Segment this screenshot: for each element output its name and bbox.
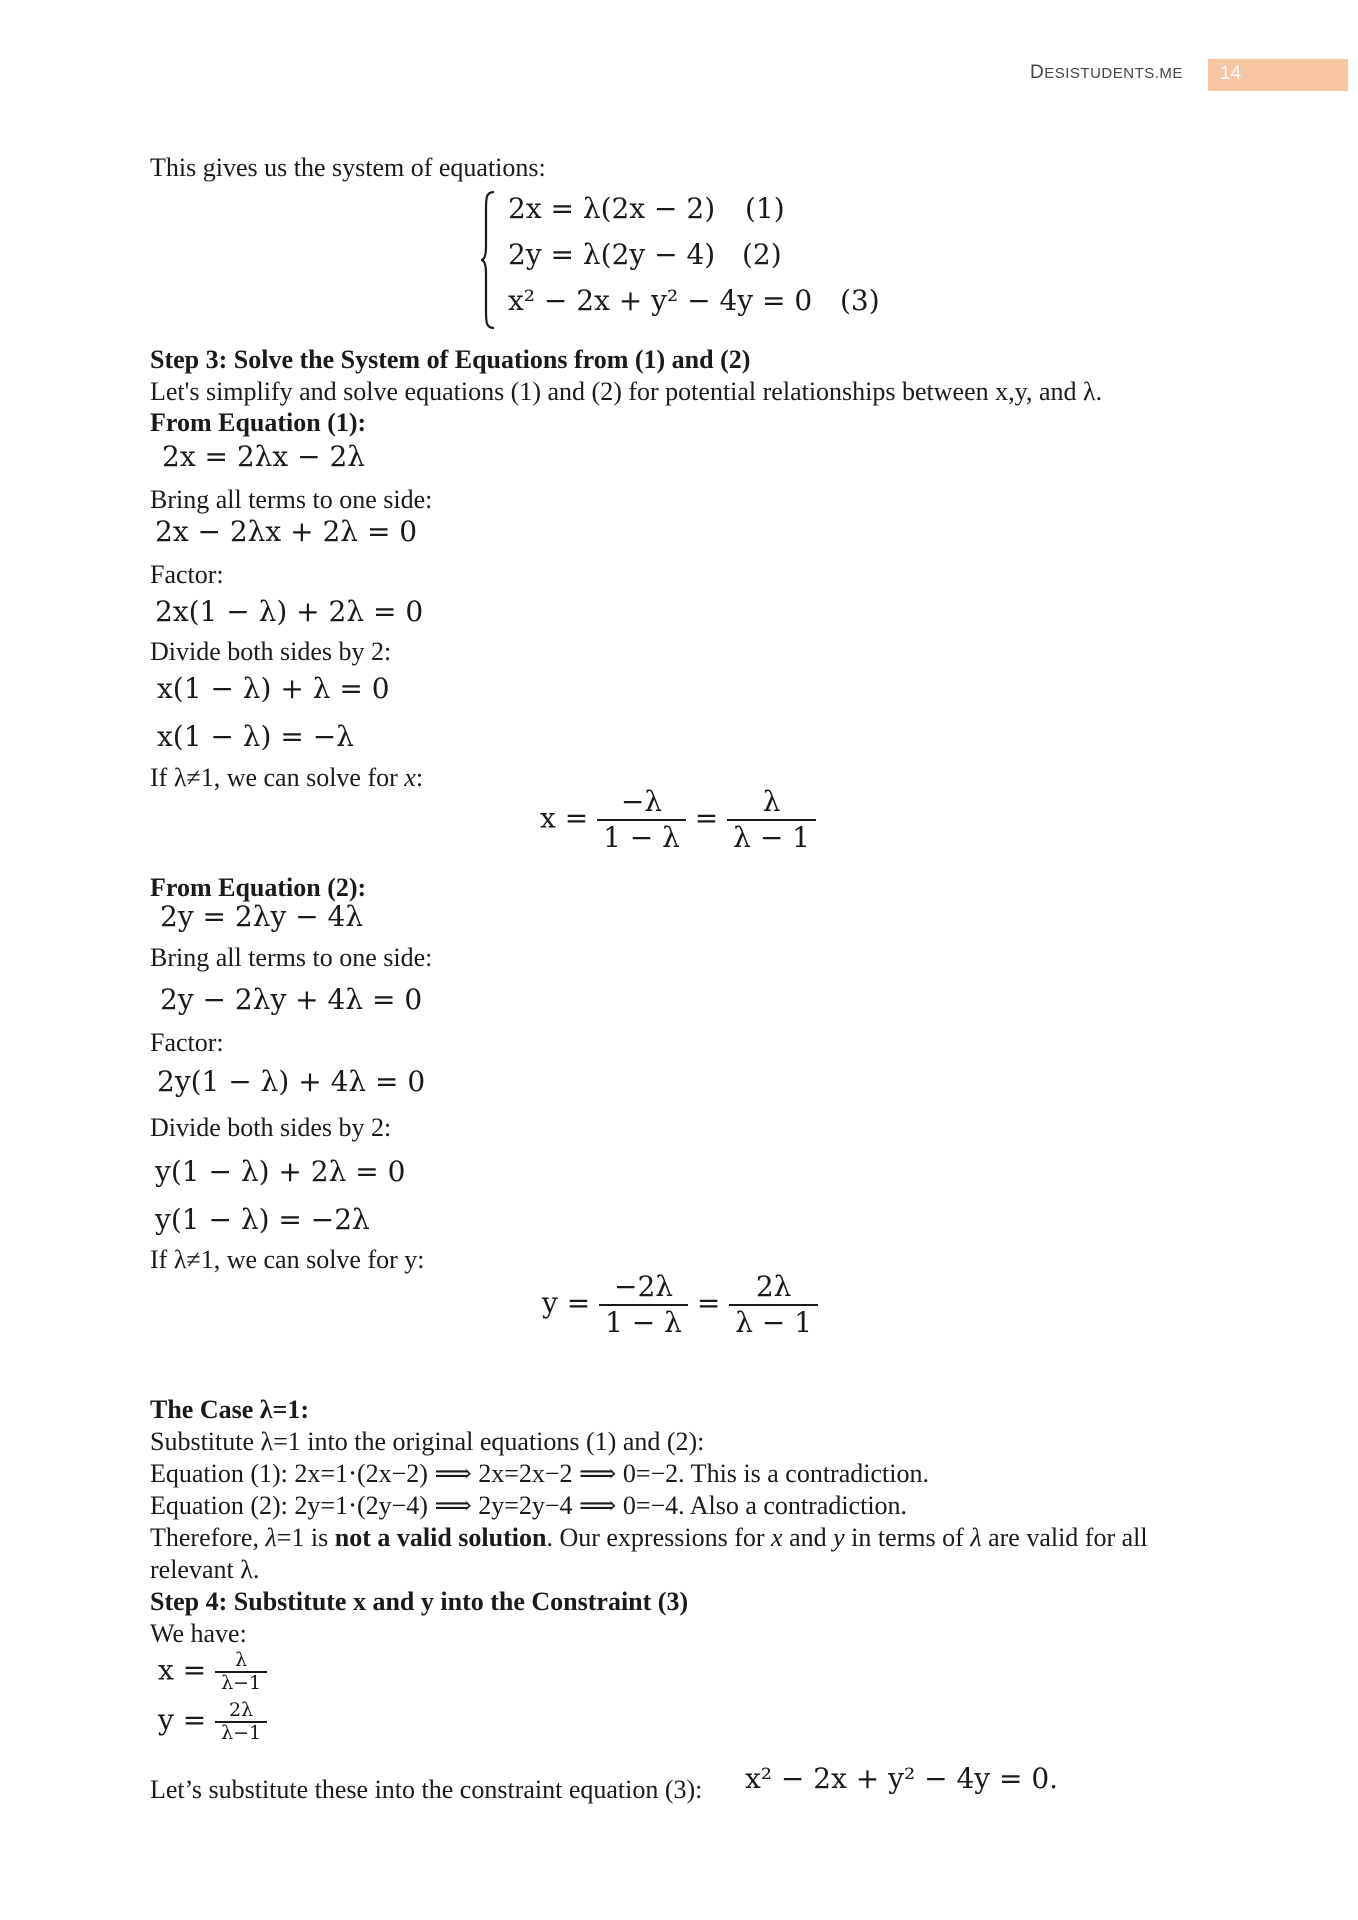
x-frac-1 — [597, 785, 686, 855]
y-expr-num: 2λ — [215, 1700, 267, 1723]
y-frac-1 — [599, 1270, 688, 1340]
y-frac-1-num: −2λ — [599, 1270, 688, 1306]
bring-terms-text-2: Bring all terms to one side: — [150, 943, 433, 972]
x-expression — [158, 1650, 267, 1694]
divide-text-2: Divide both sides by 2: — [150, 1113, 392, 1142]
factor-text-1: Factor: — [150, 560, 224, 589]
therefore-part-5: in terms of — [844, 1523, 971, 1552]
therefore-x: x — [771, 1523, 783, 1552]
therefore-part-4: and — [782, 1523, 834, 1552]
therefore-lambda-2: λ — [970, 1523, 982, 1552]
from-eq1-heading: From Equation (1): — [150, 408, 367, 437]
x-frac-2 — [727, 785, 816, 855]
y-solution-fraction — [542, 1270, 818, 1340]
y-frac-lhs: y = — [542, 1286, 591, 1320]
x-expr-lhs: x = — [158, 1653, 207, 1687]
y-frac-equals: = — [696, 1286, 721, 1320]
therefore-part-1: Therefore, — [150, 1523, 266, 1552]
therefore-part-6: are valid for all — [981, 1523, 1148, 1552]
page-number: 14 — [1220, 63, 1242, 84]
system-eq2-number: (2) — [742, 238, 782, 271]
eq2-step-d: y(1 − λ) + 2λ = 0 — [155, 1155, 406, 1188]
eq1-step-c: 2x(1 − λ) + 2λ = 0 — [155, 595, 424, 628]
therefore-lambda: λ — [265, 1523, 277, 1552]
eq1-step-d: x(1 − λ) + λ = 0 — [157, 672, 390, 705]
y-expr-fraction — [215, 1700, 267, 1744]
eq2-step-e: y(1 − λ) = −2λ — [155, 1203, 370, 1236]
system-eq3: x² − 2x + y² − 4y = 0 — [508, 284, 813, 317]
system-eq1-number: (1) — [745, 192, 785, 225]
system-eq2: 2y = λ(2y − 4) — [508, 238, 716, 271]
y-frac-2 — [729, 1270, 818, 1340]
step4-title: Step 4: Substitute x and y into the Constraint (3) — [150, 1587, 689, 1616]
y-expression — [158, 1700, 267, 1744]
x-solution-fraction — [540, 785, 816, 855]
y-expr-lhs: y = — [158, 1703, 207, 1737]
solve-y-text: If λ≠1, we can solve for y: — [150, 1245, 425, 1274]
solve-x-suffix: : — [415, 763, 424, 792]
therefore-part-2: =1 is — [276, 1523, 335, 1552]
site-name — [1030, 62, 1183, 84]
y-frac-1-den: 1 − λ — [605, 1306, 682, 1339]
site-name-tld: .ME — [1154, 65, 1183, 82]
step3-title: Step 3: Solve the System of Equations from (1) and (2) — [150, 345, 751, 374]
x-expr-den: λ−1 — [221, 1672, 262, 1694]
bring-terms-text-1: Bring all terms to one side: — [150, 485, 433, 514]
factor-text-2: Factor: — [150, 1028, 224, 1057]
solve-x-var: x — [404, 763, 416, 792]
substitute-constraint-text: Let’s substitute these into the constraint equation (3): — [150, 1775, 703, 1804]
step3-description: Let's simplify and solve equations (1) and (2) for potential relationships between x,y, and λ. — [150, 377, 1103, 406]
x-frac-lhs: x = — [540, 801, 589, 835]
therefore-y: y — [833, 1523, 845, 1552]
y-frac-2-num: 2λ — [729, 1270, 818, 1306]
eq1-step-e: x(1 − λ) = −λ — [157, 720, 354, 753]
therefore-line-2: relevant λ. — [150, 1555, 260, 1584]
x-expr-fraction — [215, 1650, 267, 1694]
x-frac-2-den: λ − 1 — [733, 821, 810, 854]
therefore-part-3: . Our expressions for — [546, 1523, 772, 1552]
y-expr-den: λ−1 — [221, 1722, 262, 1744]
system-eq1: 2x = λ(2x − 2) — [508, 192, 716, 225]
x-expr-num: λ — [215, 1650, 267, 1673]
case-lambda-title: The Case λ=1: — [150, 1395, 310, 1424]
eq1-step-a: 2x = 2λx − 2λ — [162, 440, 366, 473]
page-number-box — [1208, 59, 1348, 91]
divide-text-1: Divide both sides by 2: — [150, 637, 392, 666]
y-frac-2-den: λ − 1 — [735, 1306, 813, 1339]
eq1-step-b: 2x − 2λx + 2λ = 0 — [155, 515, 418, 548]
eq2-step-b: 2y − 2λy + 4λ = 0 — [160, 983, 423, 1016]
case-substitute-text: Substitute λ=1 into the original equations (1) and (2): — [150, 1427, 705, 1456]
we-have-text: We have: — [150, 1619, 247, 1648]
system-eq3-number: (3) — [840, 284, 880, 317]
eq2-step-a: 2y = 2λy − 4λ — [160, 900, 364, 933]
x-frac-1-num: −λ — [597, 785, 686, 821]
intro-text: This gives us the system of equations: — [150, 153, 546, 182]
constraint-equation: x² − 2x + y² − 4y = 0. — [745, 1762, 1059, 1795]
eq2-step-c: 2y(1 − λ) + 4λ = 0 — [157, 1065, 426, 1098]
from-eq2-heading: From Equation (2): — [150, 873, 367, 902]
x-frac-2-num: λ — [727, 785, 816, 821]
case-equation-2: Equation (2): 2y=1⋅(2y−4) ⟹ 2y=2y−4 ⟹ 0=−4. Also a contradiction. — [150, 1491, 908, 1520]
site-name-rest: ESISTUDENTS — [1044, 65, 1155, 82]
therefore-text — [150, 1523, 1148, 1553]
solve-x-prefix: If λ≠1, we can solve for — [150, 763, 405, 792]
case-equation-1: Equation (1): 2x=1⋅(2x−2) ⟹ 2x=2x−2 ⟹ 0=−2. This is a contradiction. — [150, 1459, 929, 1488]
left-brace-icon — [480, 190, 496, 330]
solve-x-text — [150, 763, 423, 793]
not-valid-solution-text: not a valid solution — [334, 1523, 547, 1552]
x-frac-equals: = — [694, 801, 719, 835]
site-name-initial: D — [1030, 62, 1045, 83]
x-frac-1-den: 1 − λ — [603, 821, 680, 854]
